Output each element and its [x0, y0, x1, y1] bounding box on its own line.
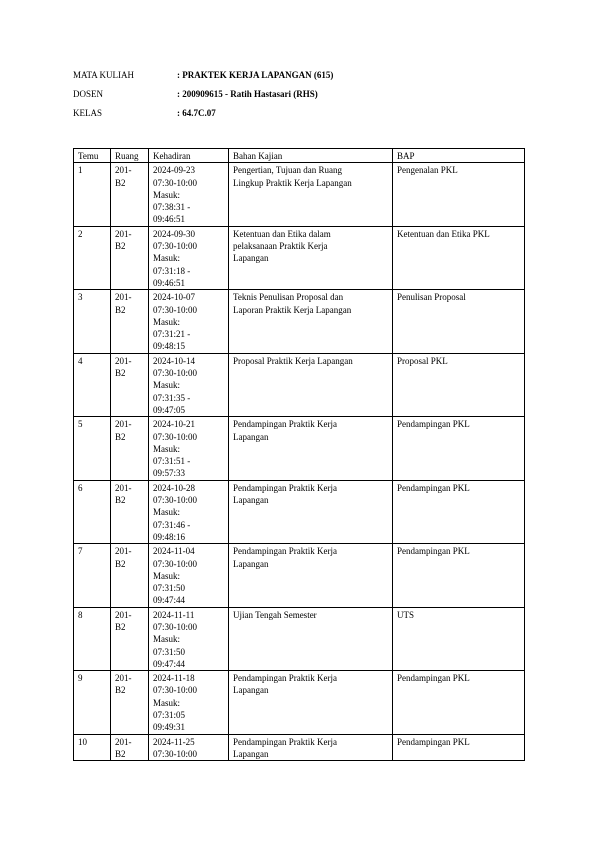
- bap-value: Pendampingan PKL: [397, 546, 470, 557]
- col-header-bap: BAP: [393, 149, 525, 163]
- bahan-kajian-line: Lapangan: [233, 431, 269, 442]
- table-row: [74, 290, 525, 353]
- ruang-line: B2: [115, 621, 126, 632]
- ruang-line: B2: [115, 685, 126, 696]
- kehadiran-cell: [149, 353, 229, 416]
- bahan-kajian-cell: [229, 480, 393, 543]
- bap-value: Proposal PKL: [397, 355, 448, 366]
- kehadiran-cell: [149, 734, 229, 761]
- kehadiran-line: Masuk:: [153, 189, 180, 200]
- kehadiran-line: 07:30-10:00: [153, 177, 197, 188]
- bahan-kajian-line: Lapangan: [233, 685, 269, 696]
- kehadiran-line: 09:57:33: [153, 468, 186, 479]
- bap-cell: [393, 417, 525, 480]
- bahan-kajian-line: Laporan Praktik Kerja Lapangan: [233, 304, 352, 315]
- kehadiran-line: 07:31:50: [153, 583, 186, 594]
- bahan-kajian-line: Pendampingan Praktik Kerja: [233, 673, 337, 684]
- kehadiran-line: 07:30-10:00: [153, 495, 197, 506]
- kehadiran-line: 09:47:44: [153, 658, 186, 669]
- ruang-line: 201-: [115, 546, 132, 557]
- col-header-temu: Temu: [74, 149, 111, 163]
- bahan-kajian-cell: [229, 353, 393, 416]
- dosen-row: [73, 89, 333, 108]
- kehadiran-line: 07:31:18 -: [153, 265, 191, 276]
- kehadiran-line: 07:30-10:00: [153, 431, 197, 442]
- kehadiran-line: 07:30-10:00: [153, 558, 197, 569]
- temu-value: 4: [78, 355, 83, 366]
- kehadiran-line: 2024-09-30: [153, 228, 195, 239]
- bahan-kajian-line: pelaksanaan Praktik Kerja: [233, 241, 328, 252]
- ruang-line: 201-: [115, 355, 132, 366]
- kehadiran-line: Masuk:: [153, 507, 180, 518]
- bap-value: Penulisan Proposal: [397, 292, 466, 303]
- col-header-bahan-kajian: Bahan Kajian: [229, 149, 393, 163]
- ruang-line: 201-: [115, 165, 132, 176]
- bahan-kajian-line: Pendampingan Praktik Kerja: [233, 546, 337, 557]
- ruang-line: B2: [115, 368, 126, 379]
- temu-value: 5: [78, 419, 83, 430]
- kehadiran-cell: [149, 226, 229, 289]
- bap-cell: [393, 480, 525, 543]
- course-header: [73, 70, 333, 127]
- kehadiran-line: 09:48:16: [153, 531, 186, 542]
- bahan-kajian-line: Pendampingan Praktik Kerja: [233, 419, 337, 430]
- table-row: [74, 671, 525, 734]
- bap-value: Pendampingan PKL: [397, 736, 470, 747]
- bahan-kajian-cell: [229, 607, 393, 670]
- bahan-kajian-line: Lapangan: [233, 495, 269, 506]
- bap-cell: [393, 353, 525, 416]
- kehadiran-cell: [149, 544, 229, 607]
- bahan-kajian-line: Proposal Praktik Kerja Lapangan: [233, 355, 353, 366]
- kelas-label: KELAS: [73, 108, 102, 118]
- kehadiran-line: 2024-10-07: [153, 292, 195, 303]
- bahan-kajian-cell: [229, 226, 393, 289]
- kehadiran-line: 2024-11-25: [153, 736, 195, 747]
- temu-cell: [74, 417, 111, 480]
- col-header-ruang: Ruang: [111, 149, 149, 163]
- bap-cell: [393, 734, 525, 761]
- bahan-kajian-line: Pendampingan Praktik Kerja: [233, 736, 337, 747]
- temu-value: 9: [78, 673, 83, 684]
- table-row: [74, 353, 525, 416]
- kehadiran-line: 07:31:05: [153, 710, 186, 721]
- ruang-cell: [111, 671, 149, 734]
- table-row: [74, 544, 525, 607]
- bahan-kajian-cell: [229, 417, 393, 480]
- ruang-cell: [111, 480, 149, 543]
- table-row: [74, 607, 525, 670]
- bap-cell: [393, 544, 525, 607]
- ruang-line: 201-: [115, 609, 132, 620]
- kehadiran-line: 07:38:31 -: [153, 202, 191, 213]
- ruang-line: B2: [115, 177, 126, 188]
- ruang-cell: [111, 163, 149, 226]
- bahan-kajian-line: Lapangan: [233, 253, 269, 264]
- bap-value: UTS: [397, 609, 415, 620]
- kehadiran-line: 07:30-10:00: [153, 241, 197, 252]
- kehadiran-line: Masuk:: [153, 316, 180, 327]
- kehadiran-line: 2024-11-04: [153, 546, 195, 557]
- ruang-line: 201-: [115, 736, 132, 747]
- kehadiran-line: 07:31:46 -: [153, 519, 191, 530]
- kehadiran-line: Masuk:: [153, 253, 180, 264]
- bap-cell: [393, 607, 525, 670]
- temu-value: 8: [78, 609, 83, 620]
- dosen-label: DOSEN: [73, 89, 104, 99]
- kehadiran-cell: [149, 163, 229, 226]
- temu-value: 1: [78, 165, 83, 176]
- bap-value: Ketentuan dan Etika PKL: [397, 228, 490, 239]
- kehadiran-cell: [149, 607, 229, 670]
- kehadiran-line: 07:30-10:00: [153, 685, 197, 696]
- kehadiran-cell: [149, 417, 229, 480]
- kehadiran-line: Masuk:: [153, 443, 180, 454]
- temu-cell: [74, 353, 111, 416]
- table-row: [74, 417, 525, 480]
- mata-kuliah-value: : PRAKTEK KERJA LAPANGAN (615): [177, 70, 334, 80]
- bahan-kajian-cell: [229, 544, 393, 607]
- kehadiran-line: 07:31:21 -: [153, 329, 191, 340]
- kehadiran-line: Masuk:: [153, 697, 180, 708]
- temu-cell: [74, 290, 111, 353]
- ruang-cell: [111, 734, 149, 761]
- table-header-row: [74, 149, 525, 163]
- temu-cell: [74, 544, 111, 607]
- ruang-cell: [111, 607, 149, 670]
- kelas-row: [73, 108, 333, 127]
- ruang-line: B2: [115, 558, 126, 569]
- temu-cell: [74, 671, 111, 734]
- temu-cell: [74, 226, 111, 289]
- bahan-kajian-line: Lapangan: [233, 748, 269, 759]
- bap-value: Pengenalan PKL: [397, 165, 458, 176]
- bahan-kajian-line: Ujian Tengah Semester: [233, 609, 317, 620]
- bap-value: Pendampingan PKL: [397, 673, 470, 684]
- ruang-line: 201-: [115, 292, 132, 303]
- ruang-cell: [111, 290, 149, 353]
- mata-kuliah-row: [73, 70, 333, 89]
- kehadiran-line: 09:47:05: [153, 404, 186, 415]
- ruang-line: B2: [115, 241, 126, 252]
- bahan-kajian-line: Ketentuan dan Etika dalam: [233, 228, 331, 239]
- kehadiran-line: Masuk:: [153, 570, 180, 581]
- temu-value: 3: [78, 292, 83, 303]
- kehadiran-cell: [149, 290, 229, 353]
- bahan-kajian-line: Pendampingan Praktik Kerja: [233, 482, 337, 493]
- dosen-value: : 200909615 - Ratih Hastasari (RHS): [177, 89, 318, 99]
- kehadiran-line: 2024-11-11: [153, 609, 195, 620]
- ruang-line: 201-: [115, 419, 132, 430]
- ruang-line: B2: [115, 304, 126, 315]
- kehadiran-cell: [149, 480, 229, 543]
- kehadiran-line: 2024-10-21: [153, 419, 195, 430]
- kehadiran-line: Masuk:: [153, 380, 180, 391]
- kehadiran-line: 07:30-10:00: [153, 368, 197, 379]
- table-row: [74, 734, 525, 761]
- kehadiran-line: 09:46:51: [153, 214, 186, 225]
- kehadiran-line: 07:30-10:00: [153, 304, 197, 315]
- table-row: [74, 163, 525, 226]
- temu-value: 2: [78, 228, 83, 239]
- ruang-line: B2: [115, 495, 126, 506]
- temu-cell: [74, 480, 111, 543]
- temu-cell: [74, 607, 111, 670]
- temu-cell: [74, 734, 111, 761]
- kehadiran-line: 07:30-10:00: [153, 621, 197, 632]
- bap-cell: [393, 226, 525, 289]
- ruang-line: 201-: [115, 228, 132, 239]
- temu-value: 7: [78, 546, 83, 557]
- kehadiran-line: 07:30-10:00: [153, 748, 197, 759]
- mata-kuliah-label: MATA KULIAH: [73, 70, 135, 80]
- kehadiran-line: 07:31:35 -: [153, 392, 191, 403]
- bahan-kajian-line: Teknis Penulisan Proposal dan: [233, 292, 344, 303]
- bahan-kajian-line: Lapangan: [233, 558, 269, 569]
- kehadiran-line: 09:48:15: [153, 341, 186, 352]
- ruang-line: 201-: [115, 482, 132, 493]
- bap-value: Pendampingan PKL: [397, 419, 470, 430]
- kehadiran-line: 09:46:51: [153, 277, 186, 288]
- kehadiran-line: Masuk:: [153, 634, 180, 645]
- kehadiran-line: 2024-10-14: [153, 355, 195, 366]
- ruang-line: B2: [115, 748, 126, 759]
- bap-cell: [393, 290, 525, 353]
- bap-cell: [393, 671, 525, 734]
- kehadiran-line: 2024-11-18: [153, 673, 195, 684]
- bap-value: Pendampingan PKL: [397, 482, 470, 493]
- kehadiran-line: 07:31:51 -: [153, 456, 191, 467]
- bahan-kajian-cell: [229, 734, 393, 761]
- bahan-kajian-cell: [229, 290, 393, 353]
- kehadiran-cell: [149, 671, 229, 734]
- ruang-cell: [111, 353, 149, 416]
- temu-value: 10: [78, 736, 87, 747]
- ruang-cell: [111, 544, 149, 607]
- kehadiran-line: 09:49:31: [153, 722, 186, 733]
- kehadiran-line: 07:31:50: [153, 646, 186, 657]
- kehadiran-line: 2024-10-28: [153, 482, 195, 493]
- table-row: [74, 480, 525, 543]
- ruang-line: B2: [115, 431, 126, 442]
- bahan-kajian-cell: [229, 671, 393, 734]
- bahan-kajian-cell: [229, 163, 393, 226]
- kelas-value: : 64.7C.07: [177, 108, 216, 118]
- kehadiran-line: 09:47:44: [153, 595, 186, 606]
- temu-value: 6: [78, 482, 83, 493]
- table-row: [74, 226, 525, 289]
- bap-cell: [393, 163, 525, 226]
- ruang-line: 201-: [115, 673, 132, 684]
- col-header-kehadiran: Kehadiran: [149, 149, 229, 163]
- bahan-kajian-line: Pengertian, Tujuan dan Ruang: [233, 165, 342, 176]
- attendance-table: [73, 148, 525, 761]
- kehadiran-line: 2024-09-23: [153, 165, 195, 176]
- ruang-cell: [111, 417, 149, 480]
- ruang-cell: [111, 226, 149, 289]
- temu-cell: [74, 163, 111, 226]
- bahan-kajian-line: Lingkup Praktik Kerja Lapangan: [233, 177, 352, 188]
